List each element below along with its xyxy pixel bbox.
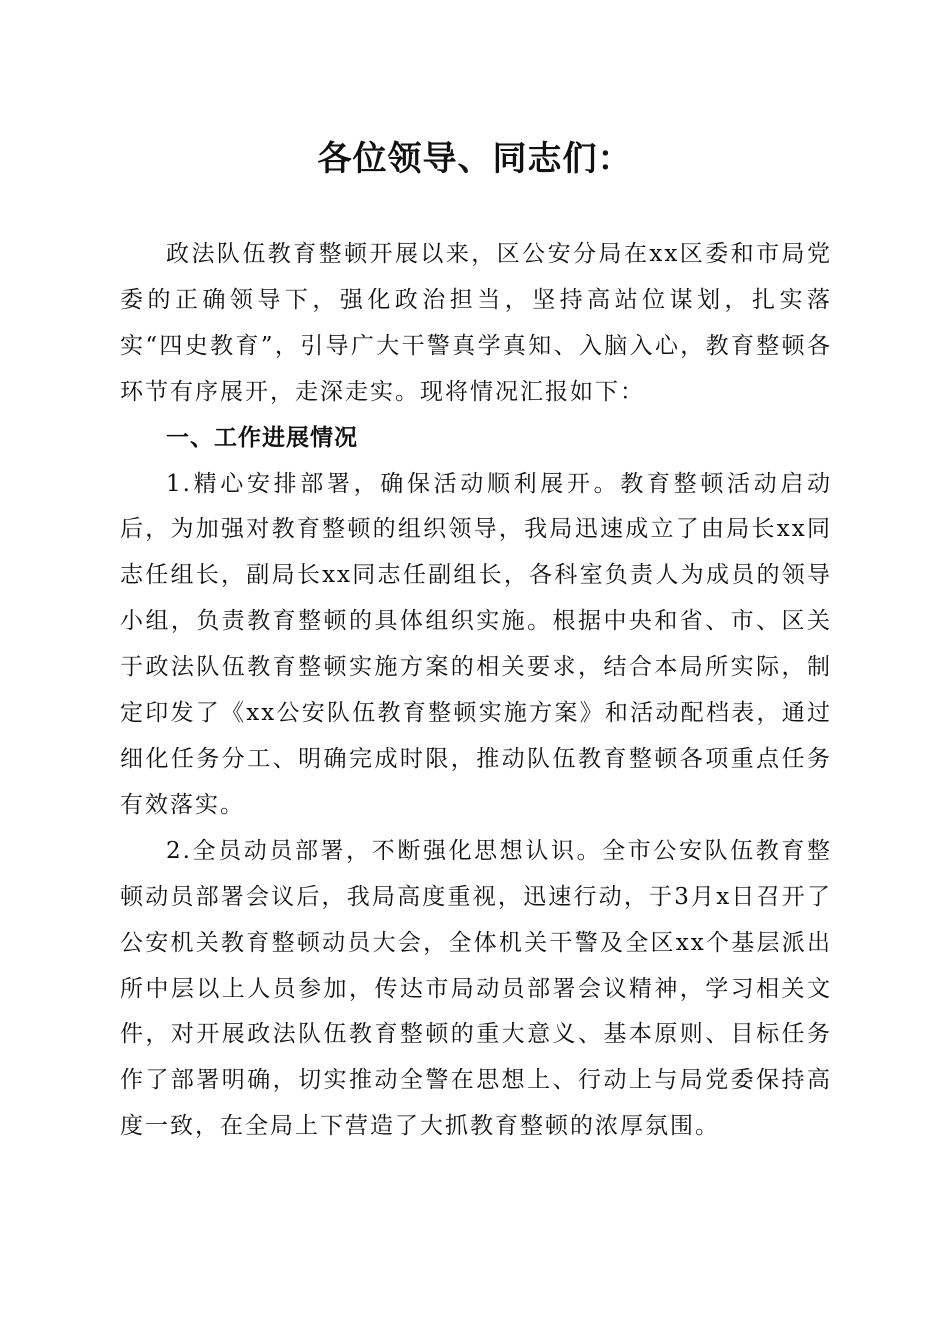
document-title: 各位领导、同志们：: [317, 139, 633, 179]
section-heading: 一、工作进展情况: [166, 424, 358, 451]
item-2-paragraph: 2.全员动员部署，不断强化思想认识。全市公安队伍教育整顿动员部署会议后，我局高度重视，迅速行动，于3月x日召开了公安机关教育整顿动员大会，全体机关干警及全区xx个基层派出所中层以上人员参加，传达市局动员部署会议精神，学习相关文件，对开展政法队伍教育整顿的重大意义、基本原则、目标任务作了部署明确，切实推动全警在思想上、行动上与局党委保持高度一致，在全局上下营造了大抓教育整顿的浓厚氛围。: [120, 837, 832, 1140]
intro-paragraph: 政法队伍教育整顿开展以来，区公安分局在xx区委和市局党委的正确领导下，强化政治担当，坚持高站位谋划，扎实落实“四史教育”，引导广大干警真学真知、入脑入心，教育整顿各环节有序展开，走深走实。现将情况汇报如下：: [120, 241, 832, 405]
document-body: [120, 232, 832, 1150]
item-1-paragraph: 1.精心安排部署，确保活动顺利展开。教育整顿活动启动后，为加强对教育整顿的组织领导，我局迅速成立了由局长xx同志任组长，副局长xx同志任副组长，各科室负责人为成员的领导小组，负责教育整顿的具体组织实施。根据中央和省、市、区关于政法队伍教育整顿实施方案的相关要求，结合本局所实际，制定印发了《xx公安队伍教育整顿实施方案》和活动配档表，通过细化任务分工、明确完成时限，推动队伍教育整顿各项重点任务有效落实。: [120, 470, 832, 818]
